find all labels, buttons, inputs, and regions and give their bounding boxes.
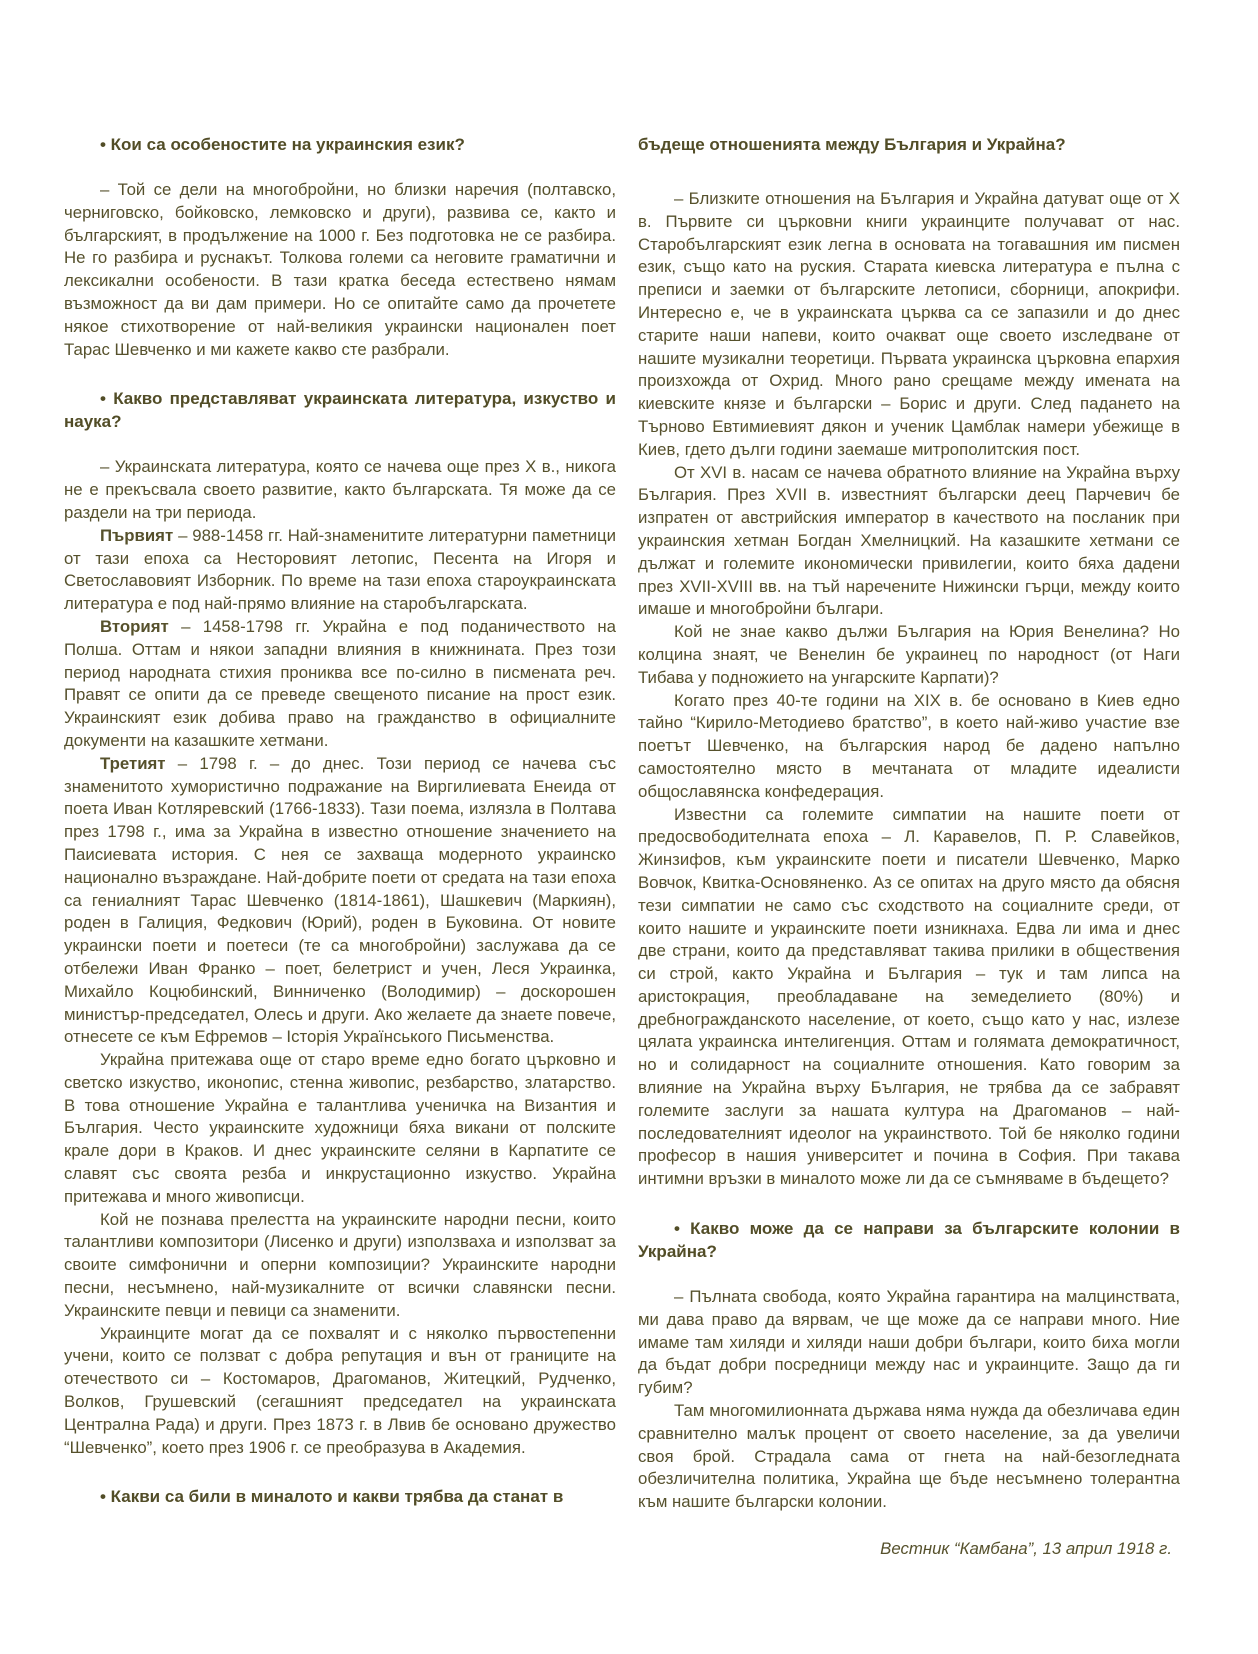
answer-colonies: – Пълната свобода, която Украйна гарантира на малцинствата, ми дава право да вярвам, че ще може да се направи много. Ние имаме там хиляди и хиляди наши добри българи, които биха могли да бъдат добри посредници между нас и украинците. Защо да ги губим?: [638, 1287, 1180, 1398]
left-column: [64, 133, 616, 1531]
third-period-text: – 1798 г. – до днес. Този период се начева със знаменитото хумористично подражание на Виргилиевата Енеида от поета Иван Котляревский (1766-1833). Тази поема, излязла в Полтава през 1798 г., има за Украйна в известно отношение значението на Паисиевата история. С нея се захваща модерното украинско национално възраждане. Най-добрите поети от средата на тази епоха са гениалният Тарас Шевченко (1814-1861), Шашкевич (Маркиян), роден в Галиция, Федкович (Юрий), роден в Буковина. От новите украински поети и поетеси (те са многобройни) заслужава да се отбележи Иван Франко – поет, белетрист и учен, Леся Украинка, Михайло Коцюбинский, Винниченко (Володимир) – доскорошен министър-председател, Олесь и други. Ако желаете да знаете повече, отнесете се към Ефремов – Історія Українського Письменства.: [64, 753, 616, 1047]
answer-literature-intro: – Украинската литература, която се начева още през X в., никога не е прекъсвала своето развитие, както българската. Тя може да се раздели на три периода.: [64, 457, 616, 522]
right-column: [638, 133, 1180, 1560]
question-literature: • Какво представляват украинската литература, изкуство и наука?: [64, 389, 616, 432]
paragraph-tolerance: Там многомилионната държава няма нужда да обезличава един сравнително малък процент от своето население, за да увеличи своя брой. Страдала сама от гнета на най-безогледната обезличителна политика, Украйна ще бъде несъмнено толерантна към нашите български колонии.: [638, 1401, 1180, 1512]
first-period-text: – 988-1458 гг. Най-знаменитите литературни паметници от тази епоха са Несторовият летопис, Песента на Игоря и Светославовият Изборник. По време на тази епоха староукраинската литература е под най-прямо влияние на старобългарската.: [64, 525, 616, 614]
paragraph-first-period: [64, 525, 616, 616]
paragraph-reverse-influence: От XVI в. насам се начева обратното влияние на Украйна върху България. През XVII в. известният български деец Парчевич бе изпратен от австрийския император в качеството на посланик при украинския хетман Богдан Хмелницкий. На казашките хетмани се дължат и големите икономически привилегии, които бяха дадени през XVII-XVIII вв. на тъй наречените Нижински гърци, между които имаше и многобройни българи.: [638, 462, 1180, 619]
question-relations-end: бъдеще отношенията между България и Украйна?: [638, 135, 1066, 154]
paragraph-venelin: Кой не знае какво дължи България на Юрия Венелина? Но колцина знаят, че Венелин бе украинец по народност (от Наги Тибава у подножието на унгарските Карпати)?: [638, 622, 1180, 687]
second-period-label: Вторият: [100, 616, 169, 636]
second-period-text: – 1458-1798 гг. Украйна е под поданичеството на Полша. Оттам и някои западни влияния в книжнината. През този период народната стихия прониква все по-силно в писмената реч. Правят се опити да се преведе свещеното писание на прост език. Украинският език добива право на гражданство в официалните документи на казашките хетмани.: [64, 616, 616, 750]
first-period-label: Първият: [100, 525, 174, 545]
third-period-label: Третият: [100, 753, 166, 773]
question-relations-start: • Какви са били в миналото и какви трябва да станат в: [100, 1487, 564, 1507]
question-colonies: • Какво може да се направи за българските колонии в Украйна?: [638, 1219, 1180, 1262]
answer-language: – Той се дели на многобройни, но близки наречия (полтавско, черниговско, бойковско, лемковско и други), развива се, както и българският, в продължение на 1000 г. Без подготовка не се разбира. Не го разбира и руснакът. Толкова големи са неговите граматични и лексикални особености. В тази кратка беседа естествено нямам възможност да ви дам примери. Но се опитайте само да прочетете някое стихотворение от най-великия украински национален поет Тарас Шевченко и ми кажете какво сте разбрали.: [64, 180, 616, 359]
paragraph-brotherhood: Когато през 40-те години на XIX в. бе основано в Киев едно тайно “Кирило-Методиево братство”, в което най-живо участие взе поетът Шевченко, на българския народ бе дадено напълно самостоятелно място в мечтаната от младите идеалисти общославянска конфедерация.: [638, 690, 1180, 801]
paragraph-songs: Кой не познава прелестта на украинските народни песни, които талантливи композитори (Лисенко и други) използваха и използват за своите симфонични и оперни композиции? Украинските народни песни, несъмнено, най-музикалните от всички славянски песни. Украинските певци и певици са знаменити.: [64, 1209, 616, 1320]
answer-relations: – Близките отношения на България и Украйна датуват още от X в. Първите си църковни книги украинците получават от нас. Старобългарският език легна в основата на тогавашния им писмен език, също като на руския. Старата киевска литература е пълна с преписи и заемки от българските летописи, сборници, апокрифи. Интересно е, че в украинската църква са се запазили и до днес старите наши напеви, които очакват още своето изследване от нашите музикални теоретици. Първата украинска църковна епархия произхожда от Охрид. Много рано срещаме между имената на киевските князе и български – Борис и други. След падането на Търново Евтимиевият дякон и ученик Цамблак намери убежище в Киев, гдето дълги години заемаше митрополитския пост.: [638, 189, 1180, 459]
paragraph-scholars: Украинците могат да се похвалят и с няколко първостепенни учени, които се ползват с добра репутация и вън от границите на отечеството си – Костомаров, Драгоманов, Житецкий, Рудченко, Волков, Грушевский (сегашният председател на украинската Централна Рада) и други. През 1873 г. в Лвив бе основано дружество “Шевченко”, което през 1906 г. се преобразува в Академия.: [64, 1323, 616, 1457]
paragraph-art: Украйна притежава още от старо време едно богато църковно и светско изкуство, иконопис, стенна живопис, резбарство, златарство. В това отношение Украйна е талантлива ученичка на Византия и България. Често украинските художници бяха викани от полските крале дори в Краков. И днес украинските селяни в Карпатите се славят със своята резба и инкрустационно изкуство. Украйна притежава и много живописци.: [64, 1050, 616, 1206]
question-language: • Кои са особеностите на украинския език?: [100, 135, 465, 154]
paragraph-second-period: [64, 616, 616, 753]
source-citation: Вестник “Камбана”, 13 април 1918 г.: [880, 1539, 1172, 1559]
paragraph-third-period: [64, 753, 616, 1049]
paragraph-sympathies: Известни са големите симпатии на нашите поети от предосвободителната епоха – Л. Каравелов, П. Р. Славейков, Жинзифов, към украинските поети и писатели Шевченко, Марко Вовчок, Квитка-Основяненко. Аз се опитах на друго място да обясня тези симпатии не само със сходството на социалните среди, от които нашите и украинските поети изникнаха. Едва ли има и днес две страни, които да представляват такива прилики в обществения си строй, както Украйна и България – тук и там липса на аристокрация, преобладаване на земеделието (80%) и дребногражданското население, от което, също като у нас, излезе цялата украинска интелигенция. Оттам и голямата демократичност, но и солидарност на социалните отношения. Като говорим за влияние на Украйна върху България, не трябва да се забравят големите заслуги за нашата култура на Драгоманов – най-последователният идеолог на украинството. Той бе няколко години професор в нашия университет и почина в София. При такава интимни връзки в миналото може ли да се съмняваме в бъдещето?: [638, 804, 1180, 1189]
